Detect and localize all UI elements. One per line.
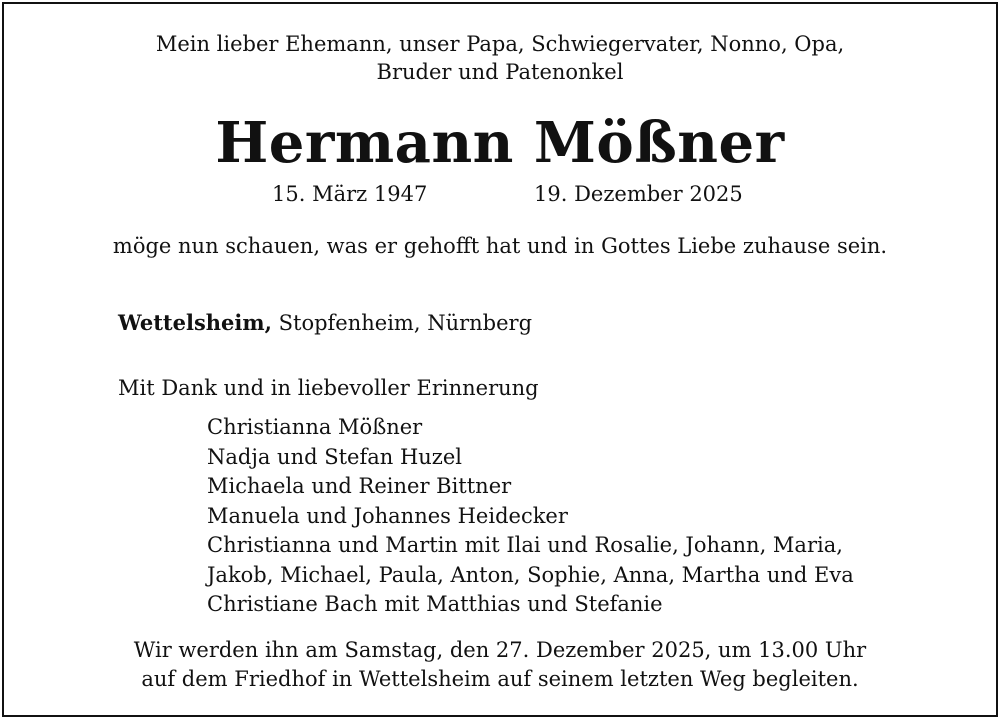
list-item: Jakob, Michael, Paula, Anton, Sophie, Anna, Martha und Eva bbox=[207, 562, 854, 587]
place-primary: Wettelsheim, bbox=[118, 310, 272, 335]
places-line bbox=[118, 309, 532, 337]
verse-text: möge nun schauen, was er gehofft hat und in Gottes Liebe zuhause sein. bbox=[112, 234, 888, 258]
place-others: Stopfenheim, Nürnberg bbox=[278, 311, 533, 335]
deceased-name: Hermann Mößner bbox=[215, 110, 785, 176]
intro-text bbox=[4, 30, 996, 86]
mourners-list bbox=[207, 413, 854, 620]
obituary-card bbox=[2, 2, 998, 717]
funeral-notice bbox=[4, 636, 996, 694]
thanks-line: Mit Dank und in liebevoller Erinnerung bbox=[118, 376, 539, 400]
list-item: Christiane Bach mit Matthias und Stefanie bbox=[207, 592, 663, 616]
funeral-line-2: auf dem Friedhof in Wettelsheim auf seinem letzten Weg begleiten. bbox=[141, 667, 859, 691]
list-item: Christianna und Martin mit Ilai und Rosalie, Johann, Maria, bbox=[207, 533, 843, 557]
list-item: Michaela und Reiner Bittner bbox=[207, 474, 512, 498]
intro-line-2: Bruder und Patenonkel bbox=[376, 60, 624, 84]
funeral-line-1: Wir werden ihn am Samstag, den 27. Dezember 2025, um 13.00 Uhr bbox=[133, 638, 867, 662]
list-item: Manuela und Johannes Heidecker bbox=[207, 503, 568, 528]
list-item: Nadja und Stefan Huzel bbox=[207, 444, 463, 469]
intro-line-1: Mein lieber Ehemann, unser Papa, Schwiegervater, Nonno, Opa, bbox=[155, 32, 845, 56]
list-item: Christianna Mößner bbox=[207, 415, 423, 439]
death-date: 19. Dezember 2025 bbox=[534, 182, 743, 206]
birth-date: 15. März 1947 bbox=[272, 182, 428, 206]
